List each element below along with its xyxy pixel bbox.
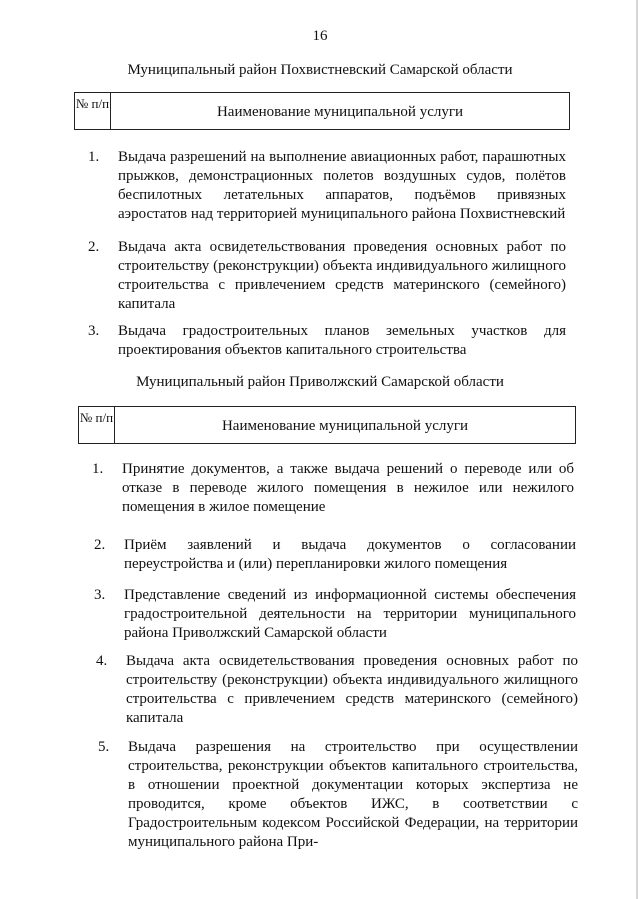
- service-text: Выдача разрешения на строительство при осуществлении строительства, реконструкции объектов капитального строительства, в отношении проектной документации которых экспертиза не проводится, кроме объектов ИЖС, в соответствии с Градостроительным кодексом Российской Федерации, на территории муниципального района При-: [128, 739, 578, 850]
- service-number: 2.: [88, 239, 100, 255]
- service-number: 2.: [94, 537, 106, 553]
- column-name-header: Наименование муниципальной услуги: [221, 418, 469, 434]
- service-item: [88, 322, 566, 360]
- service-item: [88, 238, 566, 314]
- column-name-header: Наименование муниципальной услуги: [216, 104, 464, 120]
- table-header: [74, 92, 570, 130]
- service-number: 3.: [88, 323, 100, 339]
- column-number-header: № п/п: [79, 407, 115, 443]
- service-text: Выдача градостроительных планов земельных участков для проектирования объектов капитального строительства: [118, 323, 566, 358]
- service-item: [94, 536, 576, 574]
- service-item: [96, 652, 578, 728]
- service-text: Представление сведений из информационной системы обеспечения градостроительной деятельности на территории муниципального района Приволжский Самарской области: [124, 587, 576, 641]
- service-text: Выдача акта освидетельствования проведения основных работ по строительству (реконструкции) объекта индивидуального жилищного строительства с привлечением средств материнского (семейного) капитала: [118, 239, 566, 312]
- column-number-header: № п/п: [75, 93, 111, 129]
- page-number: 16: [312, 28, 328, 44]
- service-item: [92, 460, 574, 517]
- service-number: 5.: [98, 739, 110, 755]
- service-text: Выдача разрешений на выполнение авиационных работ, парашютных прыжков, демонстрационных полетов воздушных судов, полётов беспилотных летательных аппаратов, подъёмов привязных аэростатов над территорией муниципального района Похвистневский: [118, 149, 566, 222]
- service-item: [98, 738, 578, 852]
- service-text: Выдача акта освидетельствования проведения основных работ по строительству (реконструкции) объекта индивидуального жилищного строительства с привлечением средств материнского (семейного) капитала: [126, 653, 578, 726]
- service-number: 1.: [88, 149, 100, 165]
- table-header: [78, 406, 576, 444]
- service-item: [88, 148, 566, 224]
- service-text: Приём заявлений и выдача документов о согласовании переустройства и (или) перепланировки жилого помещения: [124, 537, 576, 572]
- service-number: 1.: [92, 461, 104, 477]
- service-text: Принятие документов, а также выдача решений о переводе или об отказе в переводе жилого помещения в нежилое или нежилого помещения в жилое помещение: [122, 461, 574, 515]
- district-title-pokhvistnevsky: Муниципальный район Похвистневский Самарской области: [127, 62, 513, 78]
- service-number: 3.: [94, 587, 106, 603]
- scan-edge: [636, 0, 638, 899]
- district-title-privolzhsky: Муниципальный район Приволжский Самарской области: [136, 374, 504, 390]
- service-item: [94, 586, 576, 643]
- service-number: 4.: [96, 653, 108, 669]
